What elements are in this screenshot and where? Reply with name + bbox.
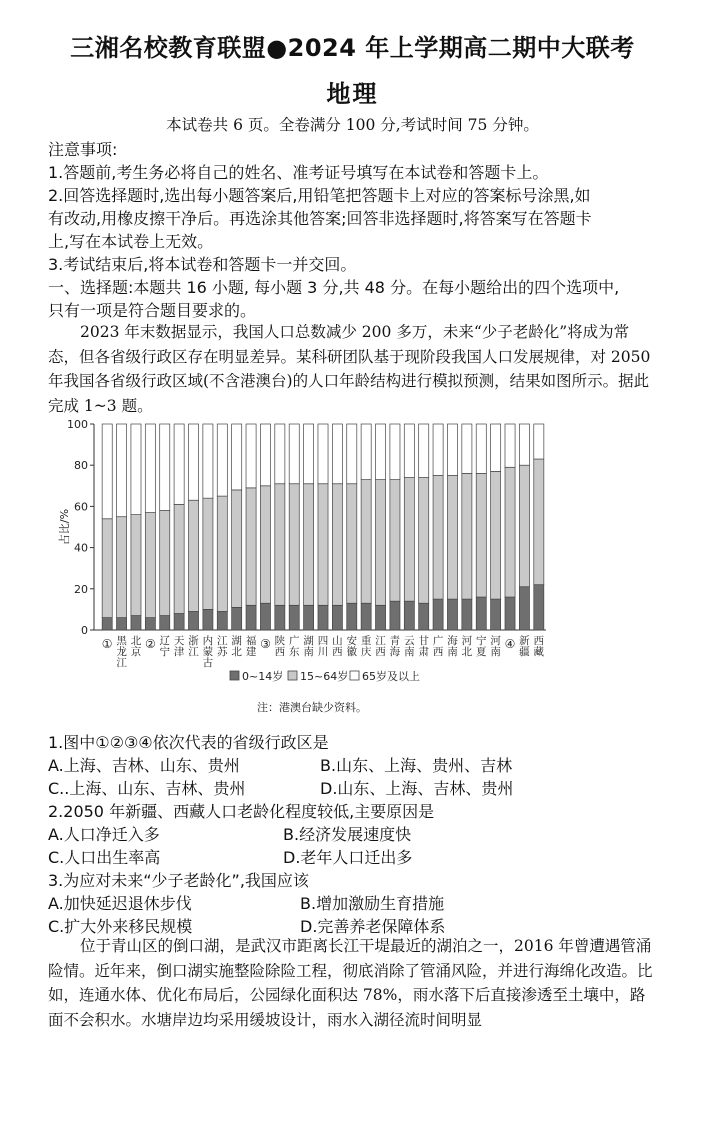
bar-segment <box>505 424 515 467</box>
bar-segment <box>390 480 400 602</box>
bar-segment <box>376 605 386 630</box>
bar-segment <box>232 424 242 490</box>
bar-segment <box>145 513 155 618</box>
bar-segment <box>519 424 529 465</box>
bar-segment <box>462 424 472 473</box>
bar-segment <box>232 607 242 630</box>
bar-segment <box>117 618 127 630</box>
y-tick-label: 60 <box>74 500 88 514</box>
note-item: 有改动,用橡皮擦干净后。再选涂其他答案;回答非选择题时,将答案写在答题卡 <box>48 209 592 228</box>
exam-intro: 本试卷共 6 页。全卷满分 100 分,考试时间 75 分钟。 <box>166 116 539 134</box>
bar-segment <box>203 424 213 498</box>
x-tick-label: 辽宁 <box>159 635 170 658</box>
x-tick-label: 河北 <box>461 635 473 658</box>
x-tick-label: ③ <box>260 637 271 651</box>
bar-segment <box>160 424 170 511</box>
x-tick-label: 安徽 <box>346 635 358 658</box>
bar-segment <box>447 599 457 630</box>
bar-segment <box>491 471 501 599</box>
bar-segment <box>419 603 429 630</box>
y-axis-label: 占比/% <box>58 508 71 546</box>
bar-segment <box>519 587 529 630</box>
bar-segment <box>275 424 285 484</box>
bar-segment <box>332 424 342 484</box>
bar-segment <box>304 484 314 606</box>
option-b: B.经济发展速度快 <box>283 825 412 844</box>
bar-segment <box>232 490 242 607</box>
x-tick-label: 新疆 <box>519 635 530 658</box>
bar-segment <box>347 603 357 630</box>
x-tick-label: 陕西 <box>274 635 286 658</box>
bar-segment <box>361 424 371 480</box>
bar-segment <box>476 473 486 597</box>
bar-segment <box>145 618 155 630</box>
option-d: D.完善养老保障体系 <box>300 917 446 936</box>
x-tick-label: 江苏 <box>217 635 228 658</box>
x-tick-label: 重庆 <box>360 635 372 658</box>
bar-segment <box>117 424 127 517</box>
bar-segment <box>491 424 501 471</box>
bar-segment <box>447 476 457 600</box>
bar-segment <box>404 424 414 478</box>
section-instruction: 一、选择题:本题共 16 小题, 每小题 3 分,共 48 分。在每小题给出的四个选项中, <box>48 278 620 297</box>
bar-segment <box>246 488 256 605</box>
bar-segment <box>188 424 198 500</box>
bar-segment <box>404 478 414 602</box>
legend-label: 65岁及以上 <box>362 670 420 683</box>
x-tick-label: 天津 <box>173 635 185 658</box>
bar-segment <box>433 424 443 476</box>
bar-segment <box>462 473 472 599</box>
question-stem: 3.为应对未来“少子老龄化”,我国应该 <box>48 871 309 890</box>
x-tick-label: 海南 <box>447 635 458 658</box>
chart-note: 注：港澳台缺少资料。 <box>257 701 367 714</box>
bar-segment <box>318 605 328 630</box>
bar-segment <box>505 597 515 630</box>
note-item: 2.回答选择题时,选出每小题答案后,用铅笔把答题卡上对应的答案标号涂黑,如 <box>48 186 591 205</box>
x-tick-label: ② <box>144 637 156 651</box>
x-tick-label: 河南 <box>490 635 501 658</box>
bar-segment <box>476 597 486 630</box>
subject-title: 地理 <box>326 80 379 108</box>
bar-segment <box>534 585 544 630</box>
bar-segment <box>260 603 270 630</box>
bar-segment <box>404 601 414 630</box>
legend-swatch <box>230 671 239 680</box>
bar-segment <box>131 515 141 616</box>
stacked-bar-chart <box>54 414 554 719</box>
x-tick-label: 西藏 <box>533 635 545 658</box>
bar-segment <box>361 480 371 604</box>
bar-segment <box>160 616 170 630</box>
bar-segment <box>505 467 515 597</box>
bar-segment <box>419 424 429 478</box>
x-tick-label: 广西 <box>432 635 444 658</box>
bar-segment <box>102 519 112 618</box>
legend-swatch <box>288 671 297 680</box>
x-tick-label: 甘肃 <box>418 635 429 658</box>
question-stem: 1.图中①②③④依次代表的省级行政区是 <box>48 733 329 752</box>
bar-segment <box>534 424 544 459</box>
notes-heading: 注意事项: <box>48 140 118 159</box>
bar-segment <box>519 465 529 587</box>
bar-segment <box>491 599 501 630</box>
bar-segment <box>117 517 127 618</box>
bar-segment <box>433 476 443 600</box>
x-tick-label: 北京 <box>130 635 142 658</box>
bar-segment <box>188 611 198 630</box>
bar-segment <box>246 605 256 630</box>
x-tick-label: ① <box>101 637 113 651</box>
x-tick-label: 湖北 <box>231 635 242 658</box>
note-item: 1.答题前,考生务必将自己的姓名、准考证号填写在本试卷和答题卡上。 <box>48 163 549 182</box>
bar-segment <box>318 484 328 606</box>
bar-segment <box>289 424 299 484</box>
bar-segment <box>275 605 285 630</box>
y-tick-label: 40 <box>74 541 88 555</box>
option-b: B.山东、上海、贵州、吉林 <box>320 756 513 775</box>
section-instruction: 只有一项是符合题目要求的。 <box>48 301 257 320</box>
bar-segment <box>347 484 357 603</box>
option-c: C..上海、山东、吉林、贵州 <box>48 779 246 798</box>
bar-segment <box>289 605 299 630</box>
option-a: A.加快延迟退休步伐 <box>48 894 192 913</box>
bar-segment <box>361 603 371 630</box>
bar-segment <box>102 424 112 519</box>
passage-lake: 位于青山区的倒口湖，是武汉市距离长江干堤最近的湖泊之一，2016 年曾遭遇管涌险情。近年来，倒口湖实施整险除险工程，彻底消除了管涌风险，并进行海绵化改造。比如，连通水体、优化布局后，公园绿化面积达 78%，雨水落下后直接渗透至土壤中，路面不会积水。水塘岸边均采用缓坡设计，雨水入湖径流时间明显 <box>48 937 653 1029</box>
bar-segment <box>174 614 184 630</box>
x-tick-label: 宁夏 <box>476 635 487 658</box>
legend-label: 15~64岁 <box>300 670 349 683</box>
legend-swatch <box>350 671 359 680</box>
bar-segment <box>188 500 198 611</box>
bar-segment <box>332 605 342 630</box>
bar-segment <box>217 424 227 496</box>
bar-segment <box>174 424 184 504</box>
option-c: C.人口出生率高 <box>48 848 161 867</box>
option-d: D.老年人口迁出多 <box>283 848 413 867</box>
y-tick-label: 80 <box>74 459 88 473</box>
bar-segment <box>318 424 328 484</box>
bar-segment <box>447 424 457 476</box>
bar-segment <box>203 609 213 630</box>
y-tick-label: 0 <box>81 624 88 637</box>
bar-segment <box>534 459 544 585</box>
bar-segment <box>260 424 270 486</box>
bar-segment <box>419 478 429 604</box>
bar-segment <box>332 484 342 606</box>
note-item: 3.考试结束后,将本试卷和答题卡一并交回。 <box>48 255 357 274</box>
bar-segment <box>217 496 227 611</box>
x-tick-label: 内蒙古 <box>202 635 214 669</box>
passage-population: 2023 年末数据显示，我国人口总数减少 200 多万，未来“少子老龄化”将成为常态，但各省级行政区存在明显差异。某科研团队基于现阶段我国人口发展规律，对 2050 年我国各省级行政区域(不含港澳台)的人口年龄结构进行模拟预测，结果如图所示。据此完成 1~3 题。 <box>48 323 651 415</box>
bar-segment <box>174 504 184 613</box>
bar-segment <box>433 599 443 630</box>
x-tick-label: 浙江 <box>188 635 199 658</box>
exam-title: 三湘名校教育联盟●2024 年上学期高二期中大联考 <box>70 34 635 62</box>
bar-segment <box>217 611 227 630</box>
x-tick-label: 青海 <box>389 635 401 658</box>
y-tick-label: 20 <box>74 582 88 596</box>
bar-segment <box>260 486 270 603</box>
bar-segment <box>145 424 155 513</box>
note-item: 上,写在本试卷上无效。 <box>48 232 214 251</box>
bar-segment <box>203 498 213 609</box>
option-c: C.扩大外来移民规模 <box>48 917 193 936</box>
option-a: A.人口净迁入多 <box>48 825 160 844</box>
bar-segment <box>102 618 112 630</box>
bar-segment <box>476 424 486 473</box>
bar-segment <box>160 511 170 616</box>
bar-segment <box>376 480 386 606</box>
bar-segment <box>462 599 472 630</box>
bar-segment <box>390 601 400 630</box>
legend-label: 0~14岁 <box>242 670 284 683</box>
x-tick-label: 广东 <box>288 635 300 658</box>
option-d: D.山东、上海、吉林、贵州 <box>320 779 514 798</box>
x-tick-label: 黑龙江 <box>116 635 127 669</box>
bar-segment <box>131 616 141 630</box>
bar-segment <box>376 424 386 480</box>
bar-segment <box>275 484 285 606</box>
bar-segment <box>390 424 400 480</box>
bar-segment <box>304 424 314 484</box>
x-tick-label: 云南 <box>404 635 415 658</box>
x-tick-label: 湖南 <box>303 635 314 658</box>
bar-segment <box>131 424 141 515</box>
option-a: A.上海、吉林、山东、贵州 <box>48 756 240 775</box>
x-tick-label: 四川 <box>317 635 329 658</box>
population-structure-chart <box>54 414 554 719</box>
bar-segment <box>289 484 299 606</box>
option-b: B.增加激励生育措施 <box>300 894 445 913</box>
bar-segment <box>347 424 357 484</box>
x-tick-label: 江西 <box>375 635 386 658</box>
x-tick-label: 福建 <box>245 635 257 658</box>
question-stem: 2.2050 年新疆、西藏人口老龄化程度较低,主要原因是 <box>48 802 435 821</box>
bar-segment <box>304 605 314 630</box>
x-tick-label: 山西 <box>332 635 343 658</box>
x-tick-label: ④ <box>504 637 516 651</box>
y-tick-label: 100 <box>67 418 88 431</box>
bar-segment <box>246 424 256 488</box>
